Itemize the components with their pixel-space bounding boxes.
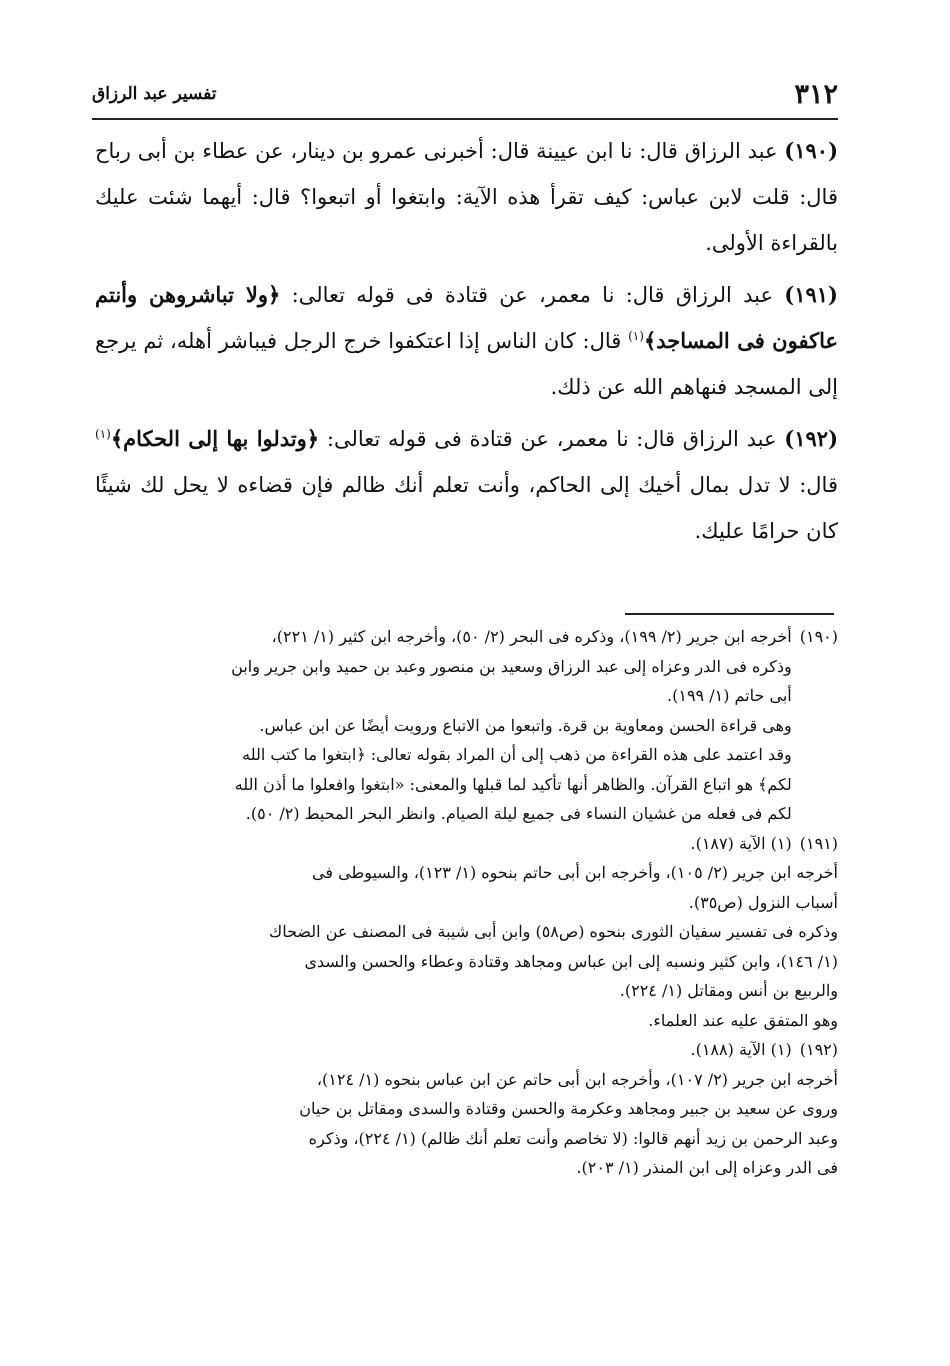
footnote-marker: (١) (628, 329, 644, 343)
footnote-line: أخرجه ابن جرير (٢/ ١٠٧)، وأخرجه ابن أبى حاتم عن ابن عباس بنحوه (١/ ١٢٤)، (316, 1069, 838, 1089)
footnote-191-head (95, 829, 838, 859)
footnote-label: (١٩٠) (799, 627, 838, 646)
footnote-line: وذكره فى الدر وعزاه إلى عبد الرزاق وسعيد بن منصور وعبد بن حميد وابن جرير وابن (231, 656, 792, 676)
paragraph-number: (١٩٠) (784, 138, 838, 163)
footnote-body (95, 858, 838, 1035)
quran-quote: ﴿وتدلوا بها إلى الحكام﴾ (110, 426, 320, 451)
footnote-line: لكم فى فعله من غشيان النساء فى جميع ليلة الصيام. وانظر البحر المحيط (٢/ ٥٠). (245, 804, 792, 823)
footnote-192 (95, 1065, 838, 1183)
footnote-line: وقد اعتمد على هذه القراءة من ذهب إلى أن المراد بقوله تعالى: ﴿ابتغوا ما كتب الله (242, 745, 792, 764)
paragraph-text: قال: كان الناس إذا اعتكفوا خرج الرجل فيباشر أهله، ثم يرجع إلى المسجد فنهاهم الله عن ذلك. (95, 329, 838, 399)
paragraph-text: عبد الرزاق قال: نا معمر، عن قتادة فى قوله تعالى: (291, 283, 773, 307)
page-number: ٣١٢ (794, 78, 838, 110)
footnote-192-head (95, 1035, 838, 1065)
footnote-rule (625, 613, 834, 615)
paragraph-192 (95, 416, 838, 554)
footnote-label: (١٩٢) (799, 1040, 838, 1059)
footnote-head: (١) الآية (١٨٧). (690, 833, 792, 853)
footnote-line: والربيع بن أنس ومقاتل (١/ ٢٢٤). (619, 981, 838, 1000)
paragraph-number: (١٩٢) (784, 426, 838, 451)
footnote-line: وروى عن سعيد بن جبير ومجاهد وعكرمة والحسن وقتادة والسدى ومقاتل بن حيان (299, 1099, 838, 1118)
paragraph-191 (95, 272, 838, 410)
footnote-line: وهو المتفق عليه عند العلماء. (648, 1010, 838, 1030)
footnote-line: أخرجه ابن جرير (٢/ ١٩٩)، وذكره فى البحر (٢/ ٥٠)، وأخرجه ابن كثير (١/ ٢٢١)، (271, 627, 792, 646)
footnote-body (95, 1065, 838, 1183)
footnote-head: (١) الآية (١٨٨). (690, 1040, 792, 1059)
paragraph-text: عبد الرزاق قال: نا معمر، عن قتادة فى قوله تعالى: (326, 427, 777, 451)
footnote-line: أخرجه ابن جرير (٢/ ١٠٥)، وأخرجه ابن أبى حاتم بنحوه (١/ ١٢٣)، والسيوطى فى (312, 863, 838, 882)
footnote-191 (95, 858, 838, 1035)
paragraph-190 (95, 128, 838, 266)
footnote-line: أسباب النزول (ص٣٥). (688, 892, 838, 912)
paragraph-text: قال: لا تدل بمال أخيك إلى الحاكم، وأنت تعلم أنك ظالم فإن قضاءه لا يحل لك شيئًا كان حرامًا عليك. (95, 473, 838, 543)
footnote-body (95, 622, 792, 829)
paragraph-text: عبد الرزاق قال: نا ابن عيينة قال: أخبرنى عمرو بن دينار، عن عطاء بن أبى رباح قال: قلت لابن عباس: كيف تقرأ هذه الآية: وابتغوا أو اتبعوا؟ قال: أيهما شئت عليك بالقراءة الأولى. (95, 139, 838, 255)
footnotes (95, 622, 838, 1183)
footnote-line: لكم﴾ هو اتباع القرآن. والظاهر أنها تأكيد لما قبلها والمعنى: «ابتغوا وافعلوا ما أذن الله (234, 774, 792, 794)
footnote-line: وهى قراءة الحسن ومعاوية بن قرة. واتبعوا من الاتباع ورويت أيضًا عن ابن عباس. (259, 715, 792, 735)
running-header (92, 74, 838, 114)
footnote-line: (١/ ١٤٦)، وابن كثير ونسبه إلى ابن عباس ومجاهد وقتادة وعطاء والحسن والسدى (304, 951, 838, 971)
footnote-line: وعبد الرحمن بن زيد أنهم قالوا: (لا تخاصم وأنت تعلم أنك ظالم) (١/ ٢٢٤)، وذكره (308, 1128, 838, 1148)
footnote-190 (95, 622, 838, 829)
footnote-line: أبى حاتم (١/ ١٩٩). (667, 686, 792, 705)
footnote-marker: (١) (95, 427, 111, 441)
footnote-line: وذكره فى تفسير سفيان الثورى بنحوه (ص٥٨) وابن أبى شيبة فى المصنف عن الضحاك (269, 922, 838, 941)
header-rule (92, 118, 838, 120)
quran-quote: ﴿ولا تباشروهن وأنتم عاكفون فى المساجد﴾ (95, 282, 838, 353)
book-title: تفسير عبد الرزاق (92, 84, 217, 104)
footnote-line: فى الدر وعزاه إلى ابن المنذر (١/ ٢٠٣). (576, 1158, 838, 1177)
footnote-label: (١٩١) (799, 833, 838, 853)
paragraph-number: (١٩١) (784, 282, 838, 307)
main-text (95, 128, 838, 554)
